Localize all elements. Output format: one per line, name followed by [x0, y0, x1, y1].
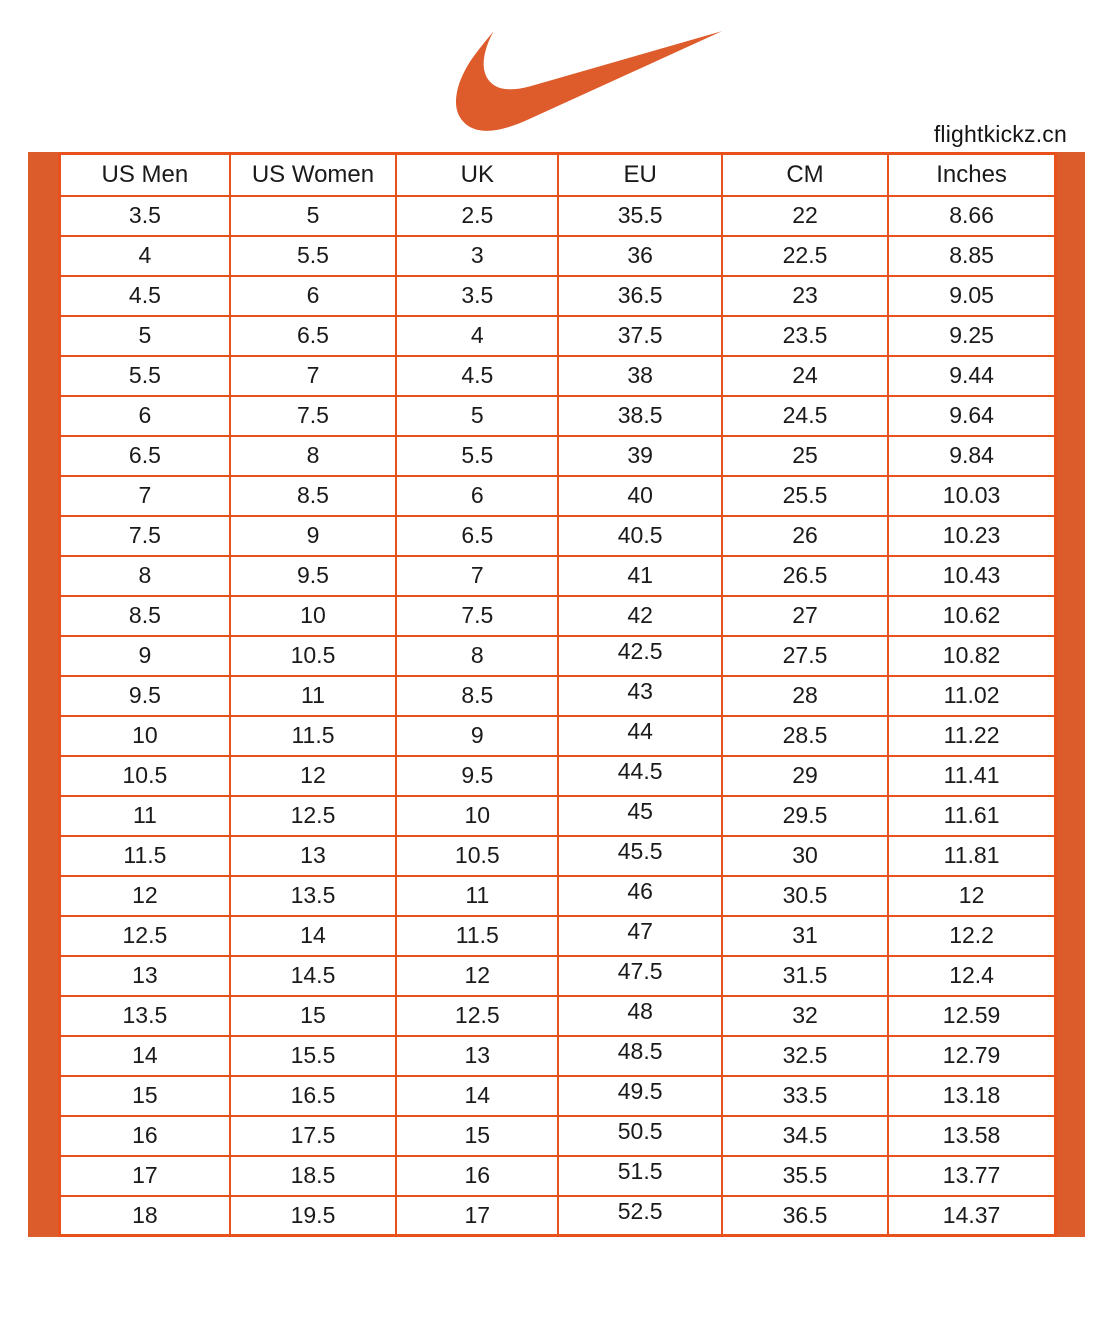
- table-cell: 12: [60, 876, 230, 916]
- table-cell: 9.5: [396, 756, 558, 796]
- table-cell: 12: [230, 756, 396, 796]
- table-cell: 11.61: [888, 796, 1055, 836]
- table-cell: 17.5: [230, 1116, 396, 1156]
- table-cell: 22.5: [722, 236, 888, 276]
- table-cell: 15.5: [230, 1036, 396, 1076]
- table-cell: 36: [558, 236, 721, 276]
- table-row: [60, 436, 1056, 476]
- table-cell: 26: [722, 516, 888, 556]
- table-cell: 12.5: [230, 796, 396, 836]
- table-row: [60, 756, 1056, 796]
- table-cell: 5: [396, 396, 558, 436]
- table-row: [60, 196, 1056, 236]
- table-cell: 3: [396, 236, 558, 276]
- table-cell: 10.5: [230, 636, 396, 676]
- table-cell: 6: [396, 476, 558, 516]
- table-cell: 10.5: [396, 836, 558, 876]
- table-cell: 12.5: [60, 916, 230, 956]
- table-cell: 4.5: [396, 356, 558, 396]
- header: [0, 0, 1100, 152]
- size-conversion-table: [58, 152, 1057, 1237]
- table-cell: 11.41: [888, 756, 1055, 796]
- table-cell: 13.77: [888, 1156, 1055, 1196]
- table-row: [60, 596, 1056, 636]
- table-cell: 35.5: [558, 196, 721, 236]
- table-cell: 9.5: [230, 556, 396, 596]
- table-cell: 10.43: [888, 556, 1055, 596]
- table-cell: 10.03: [888, 476, 1055, 516]
- table-cell: 8: [230, 436, 396, 476]
- table-cell: 8: [60, 556, 230, 596]
- table-cell: 3.5: [396, 276, 558, 316]
- table-cell: 5.5: [60, 356, 230, 396]
- table-cell: 40: [558, 476, 721, 516]
- table-cell: 51.5: [558, 1156, 721, 1196]
- table-cell: 47.5: [558, 956, 721, 996]
- table-cell: 11: [60, 796, 230, 836]
- table-row: [60, 236, 1056, 276]
- table-cell: 14.5: [230, 956, 396, 996]
- table-cell: 25: [722, 436, 888, 476]
- table-cell: 10.5: [60, 756, 230, 796]
- table-cell: 13: [230, 836, 396, 876]
- table-cell: 12.59: [888, 996, 1055, 1036]
- table-cell: 9: [396, 716, 558, 756]
- table-cell: 12: [396, 956, 558, 996]
- table-cell: 10: [60, 716, 230, 756]
- table-row: [60, 676, 1056, 716]
- table-cell: 9.64: [888, 396, 1055, 436]
- table-cell: 36.5: [722, 1196, 888, 1236]
- table-cell: 10.23: [888, 516, 1055, 556]
- table-cell: 16: [396, 1156, 558, 1196]
- table-cell: 12.4: [888, 956, 1055, 996]
- table-cell: 4: [60, 236, 230, 276]
- table-cell: 36.5: [558, 276, 721, 316]
- table-cell: 14: [60, 1036, 230, 1076]
- table-row: [60, 316, 1056, 356]
- table-cell: 49.5: [558, 1076, 721, 1116]
- table-cell: 15: [60, 1076, 230, 1116]
- table-cell: 12: [888, 876, 1055, 916]
- table-cell: 14: [396, 1076, 558, 1116]
- table-cell: 43: [558, 676, 721, 716]
- column-header-us-women: US Women: [230, 154, 396, 196]
- table-cell: 22: [722, 196, 888, 236]
- table-cell: 28.5: [722, 716, 888, 756]
- table-row: [60, 796, 1056, 836]
- table-cell: 11: [230, 676, 396, 716]
- table-cell: 13.58: [888, 1116, 1055, 1156]
- nike-swoosh-logo-icon: [456, 30, 722, 132]
- column-header-inches: Inches: [888, 154, 1055, 196]
- table-cell: 25.5: [722, 476, 888, 516]
- table-cell: 34.5: [722, 1116, 888, 1156]
- table-cell: 2.5: [396, 196, 558, 236]
- table-cell: 8.5: [60, 596, 230, 636]
- table-row: [60, 1156, 1056, 1196]
- table-cell: 30: [722, 836, 888, 876]
- table-cell: 11.02: [888, 676, 1055, 716]
- table-row: [60, 476, 1056, 516]
- table-cell: 40.5: [558, 516, 721, 556]
- table-cell: 9.05: [888, 276, 1055, 316]
- table-cell: 10.82: [888, 636, 1055, 676]
- table-cell: 35.5: [722, 1156, 888, 1196]
- table-cell: 44.5: [558, 756, 721, 796]
- table-cell: 9.5: [60, 676, 230, 716]
- table-cell: 5: [230, 196, 396, 236]
- table-cell: 15: [230, 996, 396, 1036]
- table-row: [60, 356, 1056, 396]
- table-cell: 31: [722, 916, 888, 956]
- table-cell: 9.25: [888, 316, 1055, 356]
- table-cell: 13.5: [230, 876, 396, 916]
- table-row: [60, 1076, 1056, 1116]
- table-cell: 8.5: [396, 676, 558, 716]
- table-cell: 9: [230, 516, 396, 556]
- table-cell: 12.5: [396, 996, 558, 1036]
- table-row: [60, 636, 1056, 676]
- table-head: [60, 154, 1056, 196]
- table-cell: 42.5: [558, 636, 721, 676]
- column-header-eu: EU: [558, 154, 721, 196]
- table-cell: 8: [396, 636, 558, 676]
- table-cell: 8.66: [888, 196, 1055, 236]
- table-row: [60, 996, 1056, 1036]
- site-name: flightkickz.cn: [933, 121, 1067, 147]
- table-cell: 45.5: [558, 836, 721, 876]
- table-cell: 7.5: [60, 516, 230, 556]
- table-cell: 5: [60, 316, 230, 356]
- table-cell: 15: [396, 1116, 558, 1156]
- table-cell: 27: [722, 596, 888, 636]
- table-cell: 5.5: [396, 436, 558, 476]
- table-cell: 38: [558, 356, 721, 396]
- table-cell: 13.5: [60, 996, 230, 1036]
- table-cell: 27.5: [722, 636, 888, 676]
- table-cell: 26.5: [722, 556, 888, 596]
- table-cell: 29: [722, 756, 888, 796]
- table-cell: 8.85: [888, 236, 1055, 276]
- table-cell: 6: [60, 396, 230, 436]
- table-cell: 18: [60, 1196, 230, 1236]
- table-cell: 11.81: [888, 836, 1055, 876]
- table-cell: 10: [230, 596, 396, 636]
- table-row: [60, 916, 1056, 956]
- table-cell: 23.5: [722, 316, 888, 356]
- table-cell: 44: [558, 716, 721, 756]
- table-cell: 23: [722, 276, 888, 316]
- right-accent-bar: [1057, 152, 1085, 1237]
- table-cell: 4.5: [60, 276, 230, 316]
- table-cell: 5.5: [230, 236, 396, 276]
- table-cell: 7: [60, 476, 230, 516]
- table-cell: 6: [230, 276, 396, 316]
- table-cell: 50.5: [558, 1116, 721, 1156]
- table-cell: 12.79: [888, 1036, 1055, 1076]
- table-row: [60, 1036, 1056, 1076]
- table-cell: 17: [396, 1196, 558, 1236]
- table-row: [60, 716, 1056, 756]
- table-cell: 7: [230, 356, 396, 396]
- table-row: [60, 836, 1056, 876]
- table-cell: 13.18: [888, 1076, 1055, 1116]
- table-cell: 11.5: [396, 916, 558, 956]
- table-row: [60, 276, 1056, 316]
- table-cell: 6.5: [60, 436, 230, 476]
- table-row: [60, 956, 1056, 996]
- table-cell: 18.5: [230, 1156, 396, 1196]
- table-cell: 37.5: [558, 316, 721, 356]
- table-cell: 6.5: [230, 316, 396, 356]
- column-header-uk: UK: [396, 154, 558, 196]
- table-cell: 7.5: [396, 596, 558, 636]
- table-cell: 13: [60, 956, 230, 996]
- table-cell: 24.5: [722, 396, 888, 436]
- table-cell: 32.5: [722, 1036, 888, 1076]
- table-cell: 14: [230, 916, 396, 956]
- table-cell: 52.5: [558, 1196, 721, 1236]
- table-body: [60, 196, 1056, 1236]
- table-row: [60, 516, 1056, 556]
- table-cell: 48.5: [558, 1036, 721, 1076]
- table-row: [60, 396, 1056, 436]
- table-cell: 11.5: [230, 716, 396, 756]
- table-cell: 12.2: [888, 916, 1055, 956]
- table-cell: 31.5: [722, 956, 888, 996]
- table-cell: 10: [396, 796, 558, 836]
- table-cell: 9.44: [888, 356, 1055, 396]
- table-cell: 19.5: [230, 1196, 396, 1236]
- table-cell: 7.5: [230, 396, 396, 436]
- table-cell: 32: [722, 996, 888, 1036]
- table-cell: 46: [558, 876, 721, 916]
- left-accent-bar: [28, 152, 58, 1237]
- table-cell: 9.84: [888, 436, 1055, 476]
- table-cell: 45: [558, 796, 721, 836]
- table-cell: 14.37: [888, 1196, 1055, 1236]
- table-row: [60, 556, 1056, 596]
- table-cell: 30.5: [722, 876, 888, 916]
- table-row: [60, 1196, 1056, 1236]
- table-row: [60, 1116, 1056, 1156]
- table-cell: 28: [722, 676, 888, 716]
- table-row: [60, 876, 1056, 916]
- table-cell: 29.5: [722, 796, 888, 836]
- table-cell: 11: [396, 876, 558, 916]
- column-header-us-men: US Men: [60, 154, 230, 196]
- table-cell: 38.5: [558, 396, 721, 436]
- table-cell: 16: [60, 1116, 230, 1156]
- column-header-cm: CM: [722, 154, 888, 196]
- table-cell: 7: [396, 556, 558, 596]
- table-cell: 41: [558, 556, 721, 596]
- swoosh-path: [456, 31, 722, 131]
- table-cell: 42: [558, 596, 721, 636]
- table-cell: 24: [722, 356, 888, 396]
- swoosh-icon: [456, 30, 722, 132]
- table-cell: 9: [60, 636, 230, 676]
- table-cell: 3.5: [60, 196, 230, 236]
- table-cell: 13: [396, 1036, 558, 1076]
- table-cell: 39: [558, 436, 721, 476]
- table-cell: 48: [558, 996, 721, 1036]
- size-chart: [28, 152, 1085, 1237]
- table-cell: 11.22: [888, 716, 1055, 756]
- table-cell: 8.5: [230, 476, 396, 516]
- table-cell: 11.5: [60, 836, 230, 876]
- table-cell: 10.62: [888, 596, 1055, 636]
- table-cell: 16.5: [230, 1076, 396, 1116]
- table-cell: 4: [396, 316, 558, 356]
- table-cell: 6.5: [396, 516, 558, 556]
- table-cell: 47: [558, 916, 721, 956]
- table-cell: 17: [60, 1156, 230, 1196]
- header-row: [60, 154, 1056, 196]
- table-cell: 33.5: [722, 1076, 888, 1116]
